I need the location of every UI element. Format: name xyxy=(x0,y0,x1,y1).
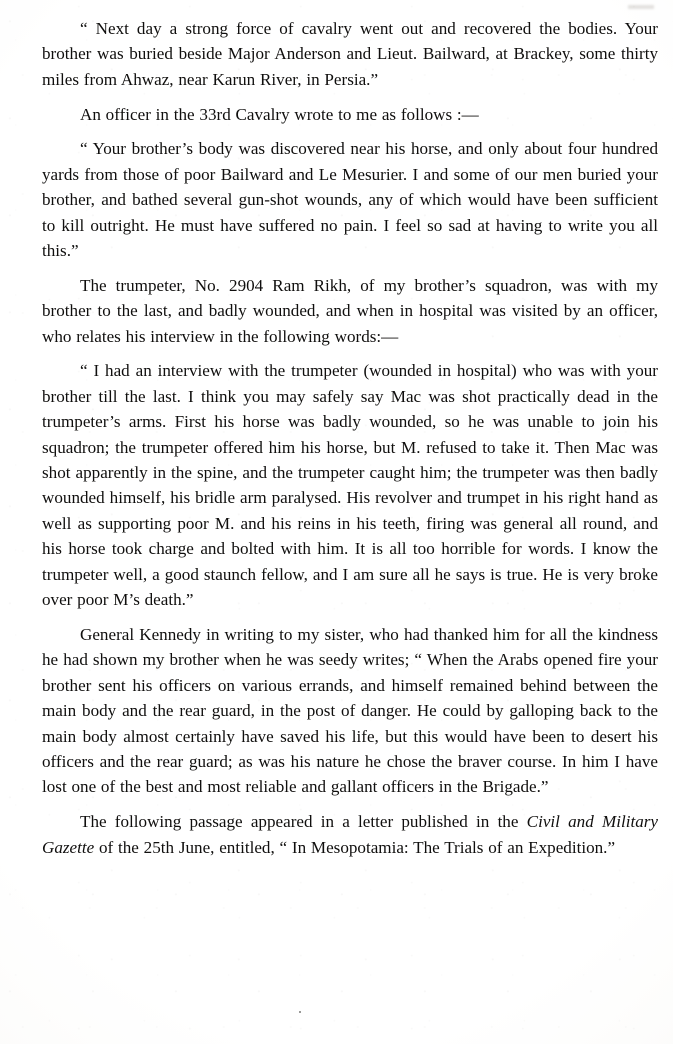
paragraph-5-trumpeter-interview: “ I had an interview with the trumpeter (wounded in hospital) who was with your brother till the last. I think you may safely say Mac was shot practically dead in the trumpeter’s arms. First his horse was badly wounded, so he was unable to join his squadron; the trumpeter offered him his horse, but M. refused to take it. Then Mac was shot apparently in the spine, and the trumpeter caught him; the trumpeter was then badly wounded himself, his bridle arm paralysed. His revolver and trumpet in his right hand as well as supporting poor M. and his reins in his teeth, firing was general all round, and his horse took charge and bolted with him. It is all too horrible for words. I know the trumpeter well, a good staunch fellow, and I am sure all he says is true. He is very broke over poor M’s death.” xyxy=(42,361,658,610)
paragraph-3-officer-letter: “ Your brother’s body was discovered near his horse, and only about four hundred yards from those of poor Bailward and Le Mesurier. I and some of our men buried your brother, and bathed several gun-shot wounds, any of which would have been sufficient to kill outright. He must have suffered no pain. I feel so sad at having to write you all this.” xyxy=(42,139,658,261)
gazette-text-lead: The following passage appeared in a letter published in the xyxy=(80,812,527,832)
paragraph-6-general-kennedy: General Kennedy in writing to my sister, who had thanked him for all the kindness he had shown my brother when he was seedy writes; “ When the Arabs opened fire your brother sent his officers on various errands, and himself remained behind between the main body and the rear guard, in the post of danger. He could by galloping back to the main body almost certainly have saved his life, but this would have been to desert his officers and the rear guard; as was his nature he chose the braver course. In him I have lost one of the best and most reliable and gallant officers in the Brigade.” xyxy=(42,624,658,797)
paragraph-1: “ Next day a strong force of cavalry went out and recovered the bodies. Your brother was buried beside Major Anderson and Lieut. Bailward, at Brackey, some thirty miles from Ahwaz, near Karun River, in Persia.” xyxy=(42,19,658,89)
paragraph-2-officer-intro: An officer in the 33rd Cavalry wrote to me as follows :— xyxy=(80,104,479,124)
page-text-block xyxy=(42,16,658,865)
paragraph-4-trumpeter-intro: The trumpeter, No. 2904 Ram Rikh, of my brother’s squadron, was with my brother to the last, and badly wounded, and when in hospital was visited by an officer, who relates his interview in the following words:— xyxy=(42,275,658,346)
gazette-text-tail: of the 25th June, entitled, “ In Mesopotamia: The Trials of an Expedition.” xyxy=(94,837,616,857)
gazette-title-italic: Civil and Military Gazette xyxy=(42,812,658,857)
paragraph-7-gazette-reference xyxy=(42,809,658,860)
